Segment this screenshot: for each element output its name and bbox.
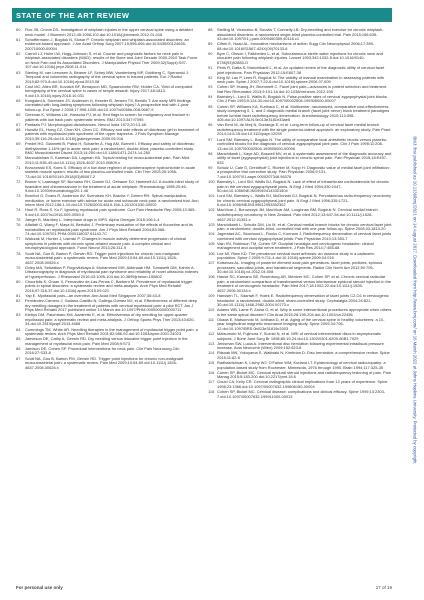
reference-text: Jaeger B, Manthey L. Interphase drugs in MPS. Alpha Omegan 2015:106:1-4 xyxy=(25,217,160,223)
reference-number: 60 xyxy=(16,27,21,32)
reference-text: Brzozowski ES, Koes S. Efficacy of a low dose regimen of cyclobenzaprine hydrochloride in acute skeletal muscle spasm: results of two placebo-controlled trials. Clin Ther 2003;25:1056-73.doi:10.1016/S0149-2918(03)80067-2 xyxy=(25,164,196,179)
reference-text: Cohen SP, Bicket MC. Cervical disease: complications and clinical efficacy. Spine 1999;13:2303-7.doi:10.1097/00007632-199911000-00013 xyxy=(217,388,386,399)
reference-text: Jenisman SW, Lucia A. Interventional disc herniation following experimental intradiscal pressure increase. Acta Neurochir (Wien) 2009;152:623-8 xyxy=(217,340,384,351)
reference-number: 80 xyxy=(16,278,21,284)
reference-text: Peris R, Datta S, Manchikanti L, et al. An updated review of the diagnostic utility of cervical facet joint injections. Pain Physician 2012;15:E807-38 xyxy=(217,65,385,75)
reference-text: Hanse SC, Kamano SE, Rosenburg AR, Mentzer MC, Cohen SP, et al. Chronic cervical radicular pain: a randomised comparison of transforaminal versus interlaminar epidural steroid injection in the treatment of cervicogenic headache. Pain Med 2017;18:1002-22.doi:10.1111/j.1526-4637.2006.00134.x xyxy=(217,274,391,294)
reference-number: 77 xyxy=(16,236,21,242)
reference-number: 112 xyxy=(208,331,215,337)
reference-text: Manchikanti L, Kaye AD, Boswell MV, et al. A systematic assessment of the diagnostic accuracy and utility of facet (zygapophysial) joint injections in chronic spinal pain. Pain Physician 2015;18:E497-533 xyxy=(217,150,392,165)
reference-text: Kongsted A, Sorensen JS, Andersen H, Keseler B, Jensen TS, Bendix T. Are early MRI findings correlated with long-lasting symptoms following whiplash injury? A prospective trial with 1-year follow-up. Eur Spine J 2008;17:996-1005.doi:10.1007/s00586-008-0687-9 xyxy=(25,97,191,113)
reference-number: 64 xyxy=(16,83,21,89)
reference-item xyxy=(16,252,200,266)
reference-text: Matsumoto M, Fujimura Y, Suzuki N, et al. MRI of cervical intervertebral discs in asymptomatic subjects. J Bone Joint Surg Br 1998;80:19-24.doi:10.1302/0301-620X.80B1.7929 xyxy=(217,331,381,341)
reference-item xyxy=(208,52,392,66)
reference-text: Vain HV, Robinson TM, Cohen SP. Occipital neuralgia and cervicogenic headache: clinical management and occipital nerve treatment. J Pain Res 2014;7:455-68 xyxy=(217,240,374,251)
reference-number: 91 xyxy=(208,65,213,71)
reference-text: MacVicar J, Borowczyk JM, MacVicar AM, Loughnan BM, Bogduk N. Cervical medial branch radiofrequency neurotomy in New Zealand. Pain Med 2012;13:647-54.doi:10.1111/j.1526-4637.2012.01351.x xyxy=(217,207,378,222)
reference-number: 116 xyxy=(208,369,215,375)
reference-item xyxy=(16,85,200,99)
reference-item xyxy=(208,294,392,308)
reference-number: 75 xyxy=(16,217,21,223)
reference-item xyxy=(16,113,200,122)
reference-text: Chourlidis K, Gruan X, Fernandez de-Las-Penas C, Barbero M. Prevalence of myofascial trigger points in spinal disorders: a systematic review and meta-analysis. Arch Phys Med Rehabil 2016;97:316-37.doi:10.1016/j.apmr.2015.09.021 xyxy=(25,278,193,294)
reference-text: King W, Lau P, Lees R, Bogduk N. The validity of manual examination in assessing patients with neck pain. Spine J 2007;7:22-6.doi:10.1016/j.spinee.2006.07.009 xyxy=(217,74,385,85)
reference-text: Jamison DE, Cohen SP. Procedural interventions for neck pain. Clin Pain Neurosurg Clin 2016:27:S33-8 xyxy=(25,345,180,356)
reference-number: 83 xyxy=(16,312,21,318)
reference-number: 84 xyxy=(16,326,21,332)
reference-number: 63 xyxy=(16,69,21,75)
reference-item xyxy=(208,275,392,293)
reference-item xyxy=(16,156,200,165)
reference-text: Carroll LJ, Holm LW, Hogg-Johnson S, et al. Course and prognostic factors for neck pain in whiplash-associated disorders (WAD): results of the Bone and Joint Decade 2000-2010 Task Force on Neck Pain and Its Associated Disorders. J Manipulative Physiol Ther 2009;32(Suppl):S97-107.doi:10.1016/j.jmpt.2008.11.014 xyxy=(25,50,198,70)
reference-item xyxy=(16,142,200,156)
reference-text: Manchikanti L, Schultz DM, Liu M, et al. Cervical medial branch blocks for chronic cervical facet joint pain: a randomized, double-blind, controlled trial with one-year follow-up. Spine 2008;33:1813-20 xyxy=(217,221,392,232)
reference-item xyxy=(208,42,392,51)
reference-number: 111 xyxy=(208,316,214,322)
reference-number: 107 xyxy=(208,260,215,266)
reference-text: Predel HG, Giannetti B, Pabst H, Schaefer A, Hug AM, Burnett I. Efficacy and safety of diclofenac diethylamine 1.16% gel in acute neck pain: a randomized, double-blind, placebo-controlled study. BMC Musculoskelet Disord 2013;14:250.doi:10.1186/1471-2474-14-250 xyxy=(25,141,195,156)
reference-columns xyxy=(16,28,392,578)
reference-number: 86 xyxy=(16,345,21,351)
reference-item xyxy=(16,313,200,327)
reference-number: 95 xyxy=(208,103,213,109)
reference-number: 71 xyxy=(16,164,21,170)
reference-number: 61 xyxy=(16,36,21,42)
reference-number: 97 xyxy=(208,136,213,142)
reference-text: Kietrys DM, Palombaro KM, Azzaretto E, et al. Effectiveness of dry needling for upper-quarter myofascial pain: a systematic review and meta-analysis. J Orthop Sports Phys Ther 2013;43:620-34.doi:10.2519/jospt.2013.4668 xyxy=(25,312,195,327)
reference-item xyxy=(208,123,392,137)
reference-text: Schulz U, Cale G, Dreidthoff C, Richter M, Kopp H. Diagnostic value of medial facet joint infiltration: a prospective trial correction study. Pain Physician 2006;9:131-7.doi:10.1097/01.aapn.0000207346.96376 xyxy=(217,164,390,179)
reference-number: 110 xyxy=(208,307,215,313)
reference-number: 117 xyxy=(208,379,215,385)
reference-number: 82 xyxy=(16,298,21,304)
reference-number: 96 xyxy=(208,122,213,128)
reference-text: Pantazis PJ. Morphological disturbances. Neurol India 1972;20:13-48. xyxy=(25,121,147,127)
section-header-bar xyxy=(12,8,392,22)
reference-number: 81 xyxy=(16,293,21,299)
reference-item xyxy=(16,194,200,208)
reference-text: Byrn C, Olsson I, Falkheden L, et al. Subcutaneous sterile water injections for chronic neck and shoulder pain following whiplash injuries. Lancet 1993;342:1032-5.doi:10.1016/0140-6736(93)92883-O xyxy=(217,50,383,65)
reference-item xyxy=(16,99,200,113)
reference-text: Radhakrishnan K, Litchy WJ, O'Fallon WM, Kurland LT. Epidemiology of cervical radiculopathy: a population-based study from Rochester, Minnesota, 1976 through 1990. Brain 1994;117:325-35 xyxy=(217,360,386,370)
reference-item xyxy=(16,128,200,142)
reference-text: Okada E, Matsumoto M, Ichihara D, et al. Aging of the cervical spine in healthy volunteers: a 10-year longitudinal magnetic resonance imaging study. Spine 2009;34:706-12.doi:10.1097/BRS.0b013e31819c2003 xyxy=(217,316,385,332)
reference-number: 93 xyxy=(208,84,213,90)
reference-item xyxy=(208,208,392,222)
reference-item xyxy=(208,105,392,123)
reference-number: 79 xyxy=(16,264,21,270)
reference-item xyxy=(16,347,200,356)
reference-item xyxy=(16,38,200,52)
reference-number: 65 xyxy=(16,97,21,103)
reference-number: 92 xyxy=(208,74,213,80)
reference-item xyxy=(208,318,392,332)
reference-item xyxy=(16,280,200,294)
reference-number: 94 xyxy=(208,93,213,99)
reference-number: 103 xyxy=(208,221,215,227)
reference-number: 115 xyxy=(208,360,215,366)
reference-text: Lord SM, Barnsley L, Wallis BJ, McDonald GJ, Bogduk N. Percutaneous radio-frequency neurotomy for chronic cervical zygapophyseal-joint pain. N Engl J Med 1996;335:1721-6.doi:10.1056/NEJM199612053352302 xyxy=(217,193,392,208)
reference-item xyxy=(208,361,392,370)
reference-number: 101 xyxy=(208,193,215,199)
reference-item xyxy=(208,152,392,166)
reference-number: 66 xyxy=(16,112,21,118)
reference-number: 67 xyxy=(16,121,21,127)
reference-item xyxy=(208,66,392,75)
reference-text: Cifrek E, Noad AL. Innovative mechanisms of action Sugg Clin Neurophysiol 2006;17:359-68.doi:10.1016/S1567-424X(09)70133-8 xyxy=(217,41,375,51)
reference-text: Hout R, Ross S, Ko F. Ignoring myofascial pain syndrome. Curr Pain Headache Rep 2009;13:365-9.doi:10.1007/s11916-009-0059-0 xyxy=(25,207,196,217)
reference-item xyxy=(208,166,392,180)
reference-item xyxy=(16,357,200,371)
reference-item xyxy=(16,180,200,194)
reference-text: Bronfort G, Evans R, Anderson AV, Svendsen KH, Bracha Y, Grimm RH. Spinal manipulation, medication, or home exercise with advice for acute and subacute neck pain: a randomized trial. Ann Intern Med 2012;156:1-10.doi:10.7326/0003-4819-156-1-201201030-00002 xyxy=(25,193,199,208)
reference-text: Oxley MA, Sebastian P, Rogovitzkaya A. Mohammed MH, Aldenaab HM, Tomasetti DM, Kahrin A. Ultrasonography in diagnosis of myofascial pain syndrome and reliability of novel ultrasonic indexes of hyperperfusion. J Rheumatol 2016;43:1095-104.doi:10.3899/jrheum.150802 xyxy=(25,264,199,279)
footer-page-number: 17 of 19 xyxy=(375,585,392,590)
reference-number: 108 xyxy=(208,274,215,280)
reference-number: 98 xyxy=(208,150,213,156)
reference-text: Barnsley L, Lord SM, Wallis BJ, Bogduk N. Lack of effect of intraarticular corticosteroids for chronic pain in the cervical zygapophyseal joints. N Engl J Med 1994;330:1047-50.doi:10.1056/NEJM199404143301504 xyxy=(217,179,390,194)
reference-number: 104 xyxy=(208,231,215,237)
reference-number: 76 xyxy=(16,222,21,228)
reference-number: 69 xyxy=(16,141,21,147)
reference-item xyxy=(16,223,200,237)
reference-number: 102 xyxy=(208,207,215,213)
reference-text: Scott NA, Guo B, Barton PM, Gerwin RD. Trigger point injections for chronic non-malignant musculoskeletal pain: a systematic review. Pain Med 2009;10:54-69.doi:10.1111/j.1526-4637.2008.00526.x xyxy=(25,355,184,370)
reference-text: Gould CA, Kelly CR. Cervical radiographic clinical implications from 12 years of experience. Spine 1998;23:1366.doi:10.1097/00007632-199806150-00004 xyxy=(217,379,388,389)
reference-number: 72 xyxy=(16,179,21,185)
reference-text: Ritsuak MN, Yokoyama S, Wakisaki N, Kimbrian D. Disc herniation: a comprehensive review. Spine 2015;11:82-6 xyxy=(217,350,390,360)
side-notice-text[interactable]: BMJ: first published as 10.1136/bmj.l2021 on 14 August 2017. Downloaded from http://www.bmj.com/ on 16 March 2022 at Johns Hopkins University. Protected by copyright. xyxy=(412,135,418,465)
reference-number: 70 xyxy=(16,155,21,161)
reference-item xyxy=(16,52,200,70)
reference-text: Van Eerd M, de Meij N, Dortangs E, et al. Long-term follow-up of cervical facet medial branch radiofrequency treatment with the single posterior-lateral approach: an exploratory study. Pain Pract 2014;14:8-15.doi:10.1111/papr.12039 xyxy=(217,122,391,137)
reference-item xyxy=(208,332,392,341)
reference-item xyxy=(16,237,200,251)
reference-item xyxy=(16,337,200,346)
reference-item xyxy=(208,390,392,399)
reference-text: Cohen SP, Williams KA, Kurihara C, et al. Multicenter, randomized, comparative cost-effectiveness study comparing 0, 1, and 2 diagnostic medial branch (facet joint nerve) block treatment paradigms before lumbar facet radiofrequency denervation. Anesthesiology 2010;113:395-405.doi:10.1097/ALN.0b013e3181e33ae5 xyxy=(217,103,390,123)
reference-text: Cohen SP, Bicket MC. Cervical epidural steroid injections and radiofrequency lesioning of pain. Pain Manag 2015;5:183-200.doi:10.2217/pmt.15.6 xyxy=(217,369,391,380)
reference-item xyxy=(16,266,200,280)
reference-number: 88 xyxy=(208,27,213,32)
reference-number: 73 xyxy=(16,193,21,199)
reference-number: 85 xyxy=(16,336,21,342)
reference-text: Lord SM, Barnsley L, Bogduk N. The utility of comparative local anesthetic blocks versus placebo-controlled blocks for the diagnosis of cervical zygapophysial joint pain. Clin J Pain 1995;11:208-13.doi:10.1097/00002508-199509000-00006 xyxy=(217,136,388,151)
reference-number: 74 xyxy=(16,207,21,213)
reference-text: Fice JB, Cronin DS. Investigation of whiplash injuries in the upper cervical spine using a detailed neck model. J Biomech 2012;45:1098-102.doi:10.1016/j.jbiomech.2012.01.016 xyxy=(25,27,193,37)
reference-text: Kotsenas AL. Imaging of posterior element axial pain generators: facet joints, pedicles, spinous processes, sacroiliac joints, and transitional segments. Radiol Clin North Am 2012;50:705-30.doi:10.1016/j.rcl.2012.04.008 xyxy=(217,260,383,275)
reference-text: Greenan K, Williams LM, Hanscha PJ, et al. Red flags to screen for malignancy and fracture in patients with low back pain: systematic review. BMJ 2013;347:f7095 xyxy=(25,112,190,122)
reference-text: Scott NA, Guo B, Barton P, Gerwin RD. Trigger point injections for chronic non-malignant musculoskeletal pain: a systematic review. Pain Med 2009;10:54-69.doi:10.1111/j.1526-4637.2008.00526.x xyxy=(25,250,180,265)
reference-text: Jamieson DE, Cathy A, Gerwin RD. Dry needling versus lidocaine trigger point injection in the management of myofascial neck pain. Pain Med 2008;9:S73 xyxy=(25,336,188,346)
reference-text: Lee MI, Riew KD. The prevalence cervical facet arthrosis: an osseous study in a cadaveric population. Spine J 2009;9:711-4.doi:10.1016/j.spinee.2009.04.016 xyxy=(217,250,375,261)
side-notice xyxy=(408,8,422,592)
reference-item xyxy=(16,299,200,313)
reference-item xyxy=(208,95,392,104)
reference-number: 89 xyxy=(208,41,213,47)
reference-text: Walczak M, Hunter J, Lisinski P. Changes in muscle activity determine progression of clinical symptoms in patients with chronic spine-related muscle pain. A complex clinical and neurophysiological approach. Funct Neurol 2013;26:311-9 xyxy=(25,236,186,251)
reference-number: 106 xyxy=(208,250,215,256)
reference-number: 109 xyxy=(208,293,215,299)
reference-number: 114 xyxy=(208,350,215,356)
reference-text: Adams WB, Lame P, Zaina G, et al. Why is some interventional procedures appropriate when others is the same spinal disorder? Clin Anat 2015;28:199-204.doi:10.1002/ca.22456 xyxy=(217,307,392,317)
reference-text: Fernández-Carnero J, Galiano-Castillo N, Gallego-Gómez MJ, et al. Effectiveness of different deep dry needling dosages in the treatment of patients with cervical myofascial pain: a pilot RCT. Am J Phys Med Rehabil 2017 published online 14 March doi:10.1097/PHM.0000000000000711 xyxy=(25,298,198,313)
reference-text: Affaitati G, Wang F, Maya M, Bertolini J. Preliminary evaluation of the effects of fluoxetine and its metabolites on myofascial pain syndrome. Am J Phys Med Rehabil 2004;83:368-74.doi:10.1097/01.PHM.0000118037.61143.7C xyxy=(25,222,193,237)
reference-text: Barnsley L, Lord S, Wallis B, Bogduk N. False-positive rates of cervical zygapophysial joint blocks. Clin J Pain 1993;9:124-30.doi:10.1097/00002508-199306000-00007 xyxy=(217,93,388,104)
reference-item xyxy=(16,71,200,85)
reference-text: Cost MC, Allen BR, Kovatch BF, Benayoun MD, Spaandonke RW, Holder CA. Yield of computed tomography of the cervical spine in cases of simple assault. Injury 2017;48:1813-9.doi:10.1016/j.injury.2016.10.031 xyxy=(25,83,193,98)
reference-item xyxy=(208,180,392,194)
reference-number: 87 xyxy=(16,355,21,361)
reference-item xyxy=(208,194,392,208)
reference-column-right xyxy=(208,28,392,578)
reference-number: 99 xyxy=(208,164,213,170)
reference-text: Hanssen TL, Sdanwit F, Holek E. Radiofrequency denervation of facet joints C2-C6 in cervicogenic headache: a randomized, double-blind, sham-controlled study. Cephalalgia 2004;24:821-30.doi:10.1111/j.1468-2982.2004.00773.x xyxy=(217,293,389,308)
reference-number: 68 xyxy=(16,126,21,132)
reference-text: Jagerstad AC, Stowhood L, Flocks C, Kunnam J. Radiofrequency denervation of cervical facet joints combined with cervical zygapophysial joints: Pain Physician 2010;13:353-7 xyxy=(217,231,392,241)
reference-text: Manoukishaw S, Kanesan DA, Lagman HA. Topical testing for musculoskeletal pain. Pain Med 2010;11:535-49.doi:10.1111/j.1526-4637.2010.00809.x xyxy=(25,155,190,165)
reference-text: Hurwitz EL, Hong CZ, Chen KH, Chen CC. Efficacy and side effects of diclofenac gel in treatment of patients with myofascial pain syndrome of the upper trapezius. J Pain Symptom Manage 2010;39:116-25.doi:10.1016/j.jpainsymman.2009.05.016 xyxy=(25,126,199,141)
reference-item xyxy=(208,232,392,241)
reference-item xyxy=(208,242,392,251)
reference-number: 78 xyxy=(16,250,21,256)
reference-item xyxy=(208,261,392,275)
reference-text: Cohen SP, Huang JH, Brummett C. Facet joint pain—advances in patient selection and treatment. Nat Rev Rheumatol 2013;9:101-16.doi:10.1038/nrrheum.2012.198 xyxy=(217,84,388,94)
reference-item xyxy=(16,166,200,180)
reference-text: Schoffermann J, Bogduk N, Slosar P. Chronic whiplash and whiplash-associated disorders: an evidence-based approach. J Am Acad Orthop Surg 2007;15:596-606.doi:10.5435/00124635-200710000-00004 xyxy=(25,36,189,51)
footer-personal-use: For personal use only xyxy=(16,585,63,590)
reference-text: Cummings TM, White AR. Needling therapies in the management of myofascial trigger point pain: a systematic review. Arch Phys Med Rehabil 2001;82:986-92.doi:10.1053/apmr.2001.24023 xyxy=(25,326,198,337)
reference-item xyxy=(208,28,392,42)
reference-text: Sterling M, van Leeuwen A, Beaner LF, Schey MW, Vandenberg MP, Goldberg C, Speranski J. Temporal and volumetric radiography of the cervical spine in trauma patients. Eur J Radiol 2019;82:970-8.doi:10.1016/j.ejrad.2019.08 xyxy=(25,69,189,84)
reference-text: Bruner V, Laasnage SF, Burnaiso RH, Gosiek DJ, Gebauer DJ, Hammell AJ. A double-blind study of tizanidine and chlormezanone in the treatment of acute whiplash. Rheumatology 1985;20:46-9.doi:10.1093/rheumatology/20.1.46 xyxy=(25,179,199,194)
reference-item xyxy=(208,138,392,152)
reference-number: 118 xyxy=(208,388,215,394)
section-header-label: STATE OF THE ART REVIEW xyxy=(16,10,130,20)
reference-column-left xyxy=(16,28,200,578)
reference-number: 105 xyxy=(208,240,215,246)
reference-text: Stelling M, Vicenzino B, Souvlis T, Connelly LB. Dry-needling and exercise for chronic whiplash-associated disorders: a randomized single-blind placebo-controlled trial. Pain 2015;156:635-43.doi:10.1097/01.j.pain.0000460359.40116.c1 xyxy=(217,27,384,42)
reference-text: Yap E. Myofascial pain—an overview. Ann Acad Med Singapore 2007;36:43-8 xyxy=(25,293,161,299)
reference-number: 113 xyxy=(208,340,215,346)
reference-item xyxy=(16,28,200,37)
reference-number: 100 xyxy=(208,179,215,185)
reference-number: 90 xyxy=(208,50,213,56)
reference-number: 62 xyxy=(16,50,21,56)
